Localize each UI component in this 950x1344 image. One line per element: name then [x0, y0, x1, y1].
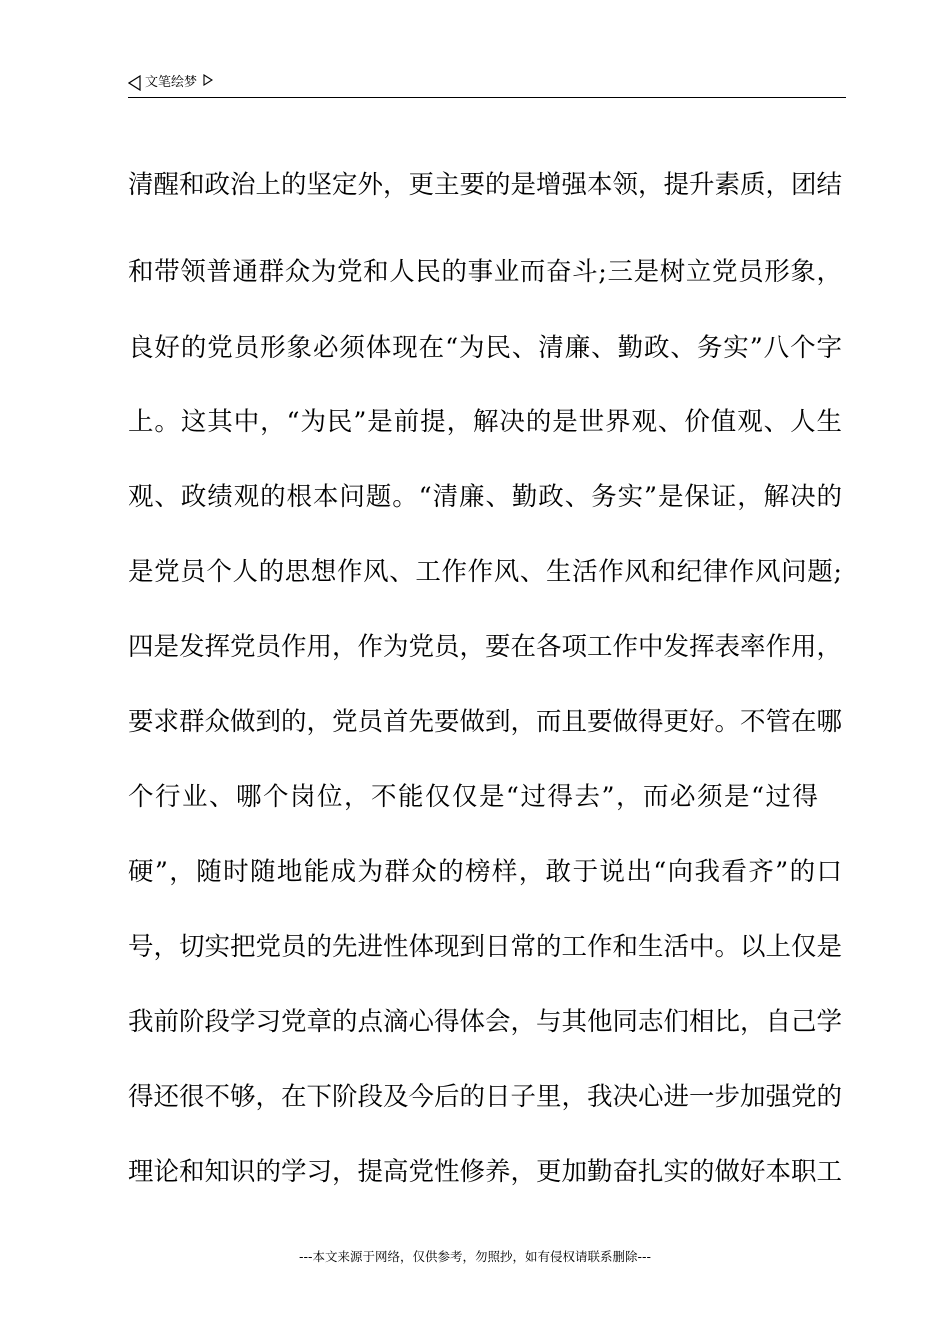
- body-line-9: 个行业、哪个岗位，不能仅仅是“过得去”，而必须是“过得: [128, 782, 818, 812]
- source-disclaimer: ---本文来源于网络，仅供参考，勿照抄，如有侵权请联系删除---: [298, 1249, 652, 1264]
- body-line-2: 和带领普通群众为党和人民的事业而奋斗;三是树立党员形象，: [128, 257, 842, 287]
- body-line-8: 要求群众做到的，党员首先要做到，而且要做得更好。不管在哪: [128, 707, 843, 737]
- header-title-group: [128, 74, 213, 92]
- header-divider: [128, 97, 846, 98]
- body-line-7: 四是发挥党员作用，作为党员，要在各项工作中发挥表率作用，: [128, 632, 843, 662]
- triangle-right-outline-icon: [203, 74, 213, 86]
- body-line-13: 得还很不够，在下阶段及今后的日子里，我决心进一步加强党的: [128, 1082, 843, 1112]
- body-line-3: 良好的党员形象必须体现在“为民、清廉、勤政、务实”八个字: [128, 333, 842, 363]
- body-line-5: 观、政绩观的根本问题。“清廉、勤政、务实”是保证，解决的: [128, 482, 842, 512]
- triangle-left-outline-icon: [128, 75, 141, 91]
- body-line-14: 理论和知识的学习，提高党性修养，更加勤奋扎实的做好本职工: [128, 1157, 843, 1187]
- body-line-4: 上。这其中，“为民”是前提，解决的是世界观、价值观、人生: [128, 407, 842, 437]
- body-line-11: 号，切实把党员的先进性体现到日常的工作和生活中。以上仅是: [128, 932, 843, 962]
- body-line-10: 硬”，随时随地能成为群众的榜样，敢于说出“向我看齐”的口: [128, 857, 842, 887]
- body-line-1: 清醒和政治上的坚定外，更主要的是增强本领，提升素质，团结: [128, 170, 843, 200]
- page-header: [128, 72, 846, 96]
- body-line-12: 我前阶段学习党章的点滴心得体会，与其他同志们相比，自己学: [128, 1007, 843, 1037]
- header-title: 文笔绘梦: [145, 75, 198, 90]
- body-line-6: 是党员个人的思想作风、工作作风、生活作风和纪律作风问题;: [128, 557, 842, 587]
